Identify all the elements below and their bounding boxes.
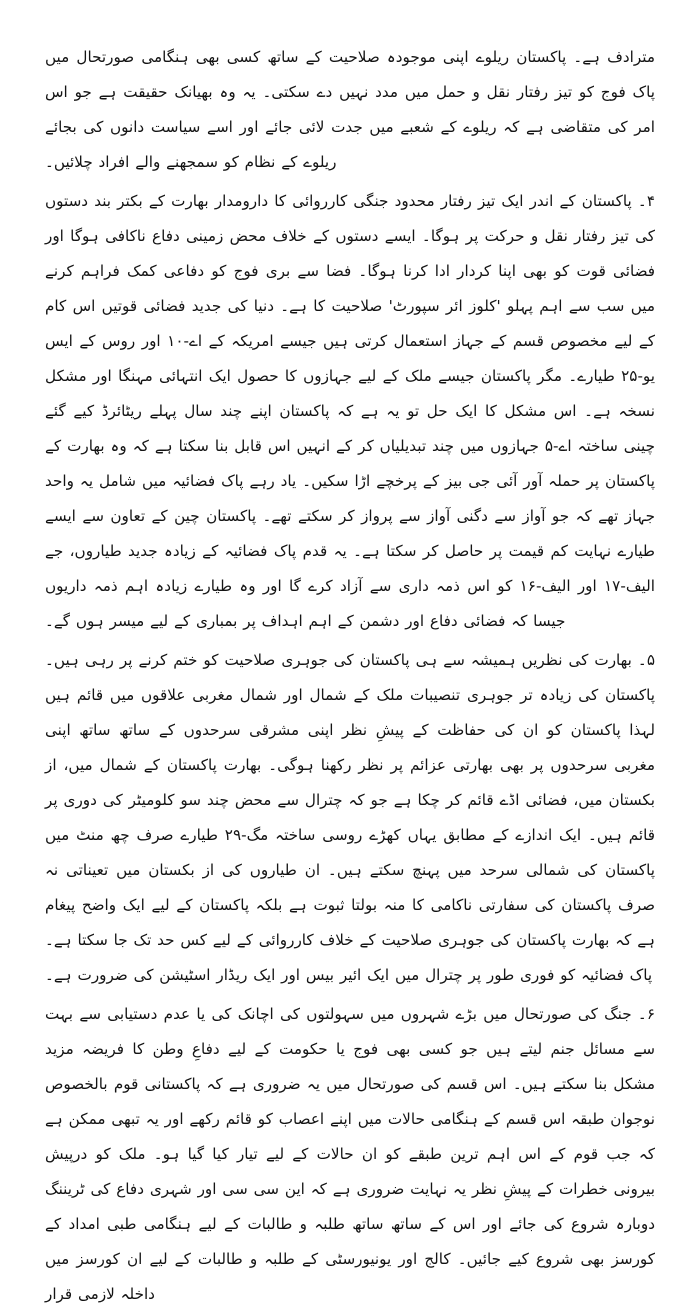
paragraph-6: ۶۔ جنگ کی صورتحال میں بڑے شہروں میں سہولتوں کی اچانک کی یا عدم دستیابی سے بہت سے مسائل جنم لیتے ہیں جو کسی بھی فوج یا حکومت کے لیے دفاعِ وطن کا فریضہ مزید مشکل بنا سکتے ہیں۔ اس قسم کی صورتحال میں یہ ضروری ہے کہ پاکستانی قوم بالخصوص نوجوان طبقہ اس قسم کے ہنگامی حالات میں اپنے اعصاب کو قائم رکھے اور یہ تبھی ممکن ہے کہ جب قوم کے اس اہم ترین طبقے کو ان حالات کے لیے تیار کیا گیا ہو۔ ملک کو درپیش بیرونی خطرات کے پیشِ نظر یہ نہایت ضروری ہے کہ این سی سی اور شہری دفاع کی ٹریننگ دوبارہ شروع کی جائے اور اس کے ساتھ ساتھ طلبہ و طالبات کے لیے ہنگامی طبی امداد کے کورسز بھی شروع کیے جائیں۔ کالج اور یونیورسٹی کے طلبہ و طالبات کے لیے ان کورسز میں داخلہ لازمی قرار	[45, 1005, 655, 1303]
document-text-body	[45, 40, 655, 1316]
paragraph-4: ۴۔ پاکستان کے اندر ایک تیز رفتار محدود جنگی کارروائی کا دارومدار بھارت کے بکتر بند دستوں کی تیز رفتار نقل و حرکت پر ہوگا۔ ایسے دستوں کے خلاف محض زمینی دفاع ناکافی ہوگا اور فضائی قوت کو بھی اپنا کردار ادا کرنا ہوگا۔ فضا سے بری فوج کو دفاعی کمک فراہم کرنے میں سب سے اہم پہلو 'کلوز ائر سپورٹ' صلاحیت کا ہے۔ دنیا کی جدید فضائی قوتیں اس کام کے لیے مخصوص قسم کے جہاز استعمال کرتی ہیں جیسے امریکہ کے اے-۱۰ اور روس کے ایس یو-۲۵ طیارے۔ مگر پاکستان جیسے ملک کے لیے جہازوں کا حصول ایک انتہائی مہنگا اور مشکل نسخہ ہے۔ اس مشکل کا ایک حل تو یہ ہے کہ پاکستان اپنے چند سال پہلے ریٹائرڈ کیے گئے چینی ساختہ اے-۵ جہازوں میں چند تبدیلیاں کر کے انہیں اس قابل بنا سکتا ہے کہ وہ بھارت کے پاکستان پر حملہ آور آئی جی بیز کے پرخچے اڑا سکیں۔ یاد رہے پاک فضائیہ میں شامل یہ واحد جہاز تھے کہ جو آواز سے دگنی آواز سے پرواز کر سکتے تھے۔ پاکستان چین کے تعاون سے ایسے طیارے نہایت کم قیمت پر حاصل کر سکتا ہے۔ یہ قدم پاک فضائیہ کے زیادہ جدید طیاروں، جے الیف-۱۷ اور الیف-۱۶ کو اس ذمہ داری سے آزاد کرے گا اور وہ طیارے زیادہ اہم ذمہ داریوں جیسا کہ فضائی دفاع اور دشمن کے اہم اہداف پر بمباری کے لیے میسر ہوں گے۔	[45, 192, 655, 630]
paragraph-5: ۵۔ بھارت کی نظریں ہمیشہ سے ہی پاکستان کی جوہری صلاحیت کو ختم کرنے پر رہی ہیں۔ پاکستان کی زیادہ تر جوہری تنصیبات ملک کے شمال اور شمال مغربی علاقوں میں قائم ہیں لہذا پاکستان کو ان کی حفاظت کے پیشِ نظر اپنی مشرقی سرحدوں کے ساتھ ساتھ اپنی مغربی سرحدوں پر بھی بھارتی عزائم پر نظر رکھنا ہوگی۔ بھارت پاکستان کے شمال میں، از بکستان میں، فضائی اڈے قائم کر چکا ہے جو کہ چترال سے محض چند سو کلومیٹر کی دوری پر قائم ہیں۔ ایک اندازے کے مطابق یہاں کھڑے روسی ساختہ مگ-۲۹ طیارے صرف چھ منٹ میں پاکستان کی شمالی سرحد میں پہنچ سکتے ہیں۔ ان طیاروں کی از بکستان میں تعیناتی نہ صرف پاکستان کی سفارتی ناکامی کا منہ بولتا ثبوت ہے بلکہ پاکستان کے لیے ایک واضح پیغام ہے کہ بھارت پاکستان کی جوہری صلاحیت کے خلاف کارروائی کے لیے کس حد تک جا سکتا ہے۔ پاک فضائیہ کو فوری طور پر چترال میں ایک ائیر بیس اور ایک ریڈار اسٹیشن کی ضرورت ہے۔	[45, 651, 655, 984]
paragraph-continuation: مترادف ہے۔ پاکستان ریلوے اپنی موجودہ صلاحیت کے ساتھ کسی بھی ہنگامی صورتحال میں پاک فوج کو تیز رفتار نقل و حمل میں مدد نہیں دے سکتی۔ یہ وہ بھیانک حقیقت ہے جو اس امر کی متقاضی ہے کہ ریلوے کے شعبے میں جدت لائی جائے اور اسے سیاست دانوں کی بجائے ریلوے کے نظام کو سمجھنے والے افراد چلائیں۔	[45, 48, 655, 171]
